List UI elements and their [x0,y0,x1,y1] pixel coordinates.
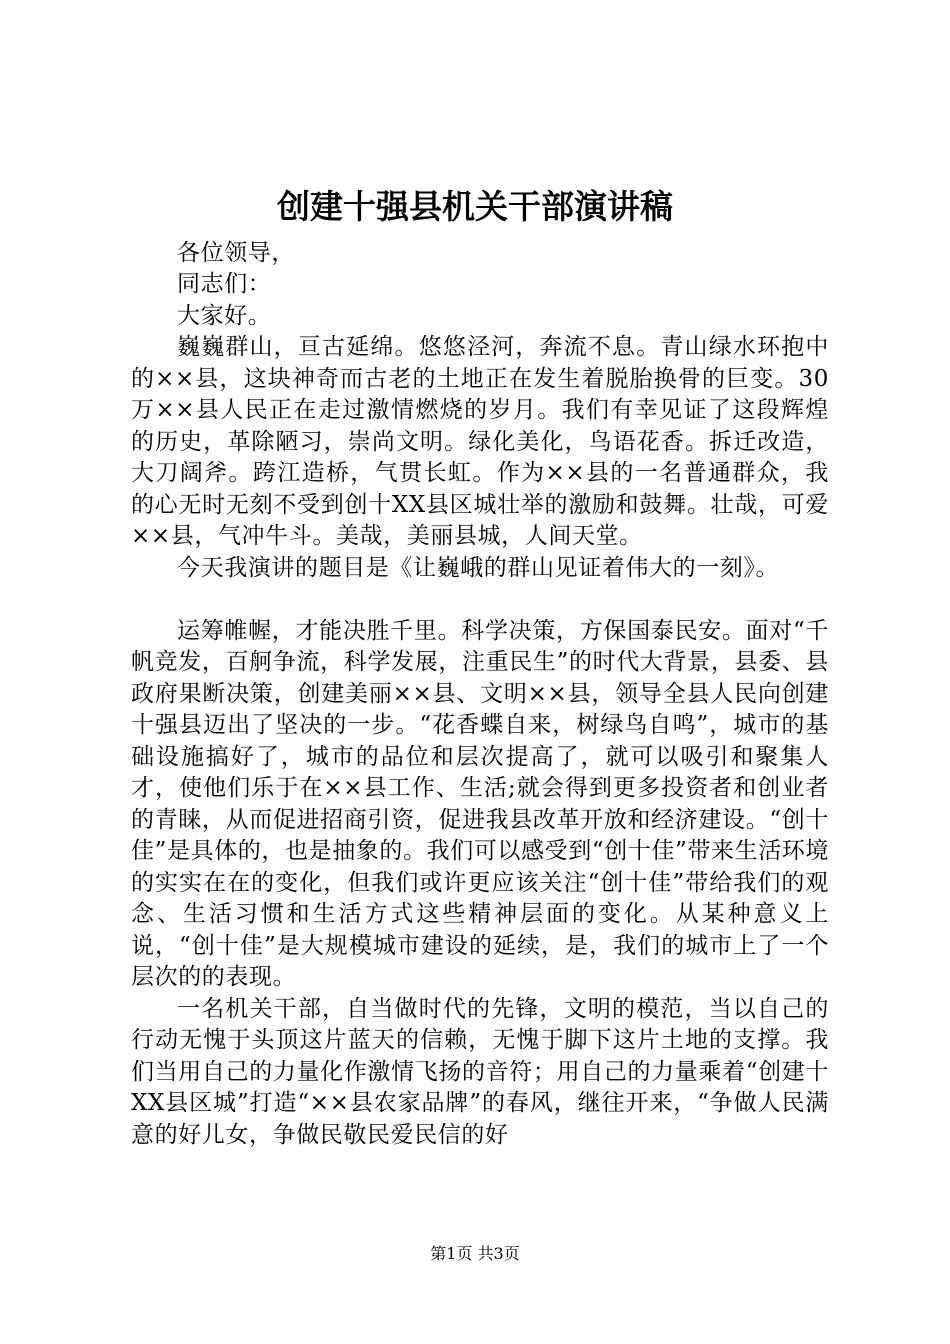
paragraph-intro: 巍巍群山，亘古延绵。悠悠泾河，奔流不息。青山绿水环抱中的××县，这块神奇而古老的土地正在发生着脱胎换骨的巨变。30万××县人民正在走过激情燃烧的岁月。我们有幸见证了这段辉煌的历史，革除陋习，崇尚文明。绿化美化，鸟语花香。拆迁改造，大刀阔斧。跨江造桥，气贯长虹。作为××县的一名普通群众，我的心无时无刻不受到创十XX县区城壮举的激励和鼓舞。壮哉，可爱××县，气冲牛斗。美哉，美丽县城，人间天堂。 [131,334,829,549]
document-body [131,206,829,1151]
salutation-leaders: 各位领导， [177,239,295,266]
document-title: 创建十强县机关干部演讲稿 [277,187,673,226]
paragraph-speech-topic: 今天我演讲的题目是《让巍峨的群山见证着伟大的一刻》。 [177,554,780,581]
salutation-comrades: 同志们： [177,271,272,297]
paragraph-cadre: 一名机关干部，自当做时代的先锋，文明的模范，当以自己的行动无愧于头顶这片蓝天的信赖，无愧于脚下这片土地的支撑。我们当用自己的力量化作激情飞扬的音符；用自己的力量乘着“创建十XX县区城”打造“××县农家品牌”的春风，继往开来，“争做人民满意的好儿女，争做民敬民爱民信的好 [131,995,829,1148]
greeting: 大家好。 [177,302,272,329]
blank-line [131,584,829,616]
paragraph-decision: 运筹帷幄，才能决胜千里。科学决策，方保国泰民安。面对“千帆竞发，百舸争流，科学发展，注重民生”的时代大背景，县委、县政府果断决策，创建美丽××县、文明××县，领导全县人民向创建十强县迈出了坚决的一步。“花香蝶自来，树绿鸟自鸣”，城市的基础设施搞好了，城市的品位和层次提高了，就可以吸引和聚集人才，使他们乐于在××县工作、生活;就会得到更多投资者和创业者的青睐，从而促进招商引资，促进我县改革开放和经济建设。“创十佳”是具体的，也是抽象的。我们可以感受到“创十佳”带来生活环境的实实在在的变化，但我们或许更应该关注“创十佳”带给我们的观念、生活习惯和生活方式这些精神层面的变化。从某种意义上说，“创十佳”是大规模城市建设的延续，是，我们的城市上了一个层次的的表现。 [131,617,829,990]
page-number: 第1页 共3页 [430,1244,520,1263]
